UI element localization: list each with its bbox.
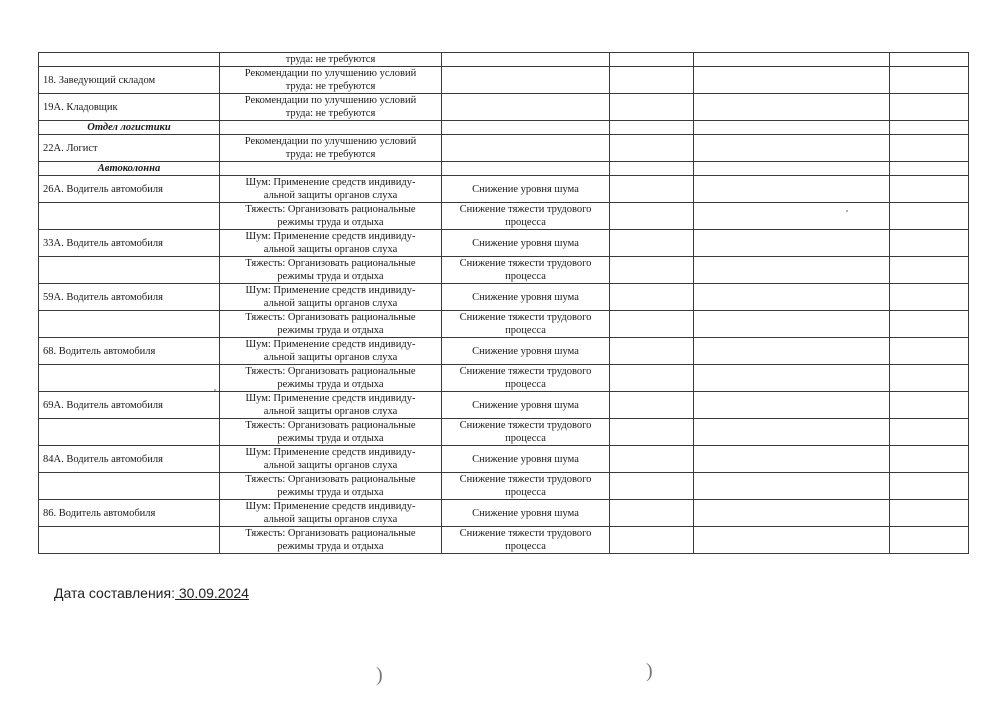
section-row (39, 162, 969, 176)
empty-cell (610, 162, 694, 176)
scan-speck (214, 389, 216, 391)
position-cell: 33А. Водитель автомобиля (39, 230, 220, 257)
empty-cell (890, 135, 969, 162)
empty-cell (694, 527, 890, 554)
measure-cell: Тяжесть: Организовать рациональные режимы труда и отдыха (220, 473, 442, 500)
measure-cell: Тяжесть: Организовать рациональные режимы труда и отдыха (220, 311, 442, 338)
table-body (39, 53, 969, 554)
goal-cell: Снижение уровня шума (442, 230, 610, 257)
goal-cell: Снижение уровня шума (442, 176, 610, 203)
goal-cell: Снижение уровня шума (442, 338, 610, 365)
measure-cell: Шум: Применение средств индивиду- альной защиты органов слуха (220, 176, 442, 203)
goal-cell: Снижение уровня шума (442, 500, 610, 527)
goal-cell: Снижение тяжести трудового процесса (442, 527, 610, 554)
measure-cell: Тяжесть: Организовать рациональные режимы труда и отдыха (220, 257, 442, 284)
empty-cell (220, 162, 442, 176)
scan-speck (846, 210, 848, 212)
measure-cell: Тяжесть: Организовать рациональные режимы труда и отдыха (220, 365, 442, 392)
empty-cell (442, 162, 610, 176)
empty-cell (890, 446, 969, 473)
measure-cell: Тяжесть: Организовать рациональные режимы труда и отдыха (220, 419, 442, 446)
empty-cell (890, 230, 969, 257)
position-cell: 22А. Логист (39, 135, 220, 162)
position-cell: 69А. Водитель автомобиля (39, 392, 220, 419)
empty-cell (610, 94, 694, 121)
empty-cell (610, 284, 694, 311)
empty-cell (890, 500, 969, 527)
table-row (39, 94, 969, 121)
empty-cell (890, 203, 969, 230)
empty-cell (890, 419, 969, 446)
empty-cell (890, 365, 969, 392)
table-row (39, 392, 969, 419)
empty-cell (694, 500, 890, 527)
empty-cell (610, 135, 694, 162)
empty-cell (610, 121, 694, 135)
empty-cell (694, 94, 890, 121)
empty-cell (694, 284, 890, 311)
measure-cell: Рекомендации по улучшению условий труда: не требуются (220, 67, 442, 94)
empty-cell (694, 419, 890, 446)
position-cell: 86. Водитель автомобиля (39, 500, 220, 527)
goal-cell: Снижение тяжести трудового процесса (442, 365, 610, 392)
position-cell (39, 419, 220, 446)
goal-cell (442, 135, 610, 162)
improvement-plan-table (38, 52, 969, 554)
empty-cell (610, 365, 694, 392)
table-row (39, 53, 969, 67)
goal-cell (442, 94, 610, 121)
table-row (39, 67, 969, 94)
compilation-date-value: 30.09.2024 (174, 585, 249, 601)
empty-cell (890, 257, 969, 284)
empty-cell (694, 473, 890, 500)
table-row (39, 473, 969, 500)
table-row (39, 527, 969, 554)
goal-cell: Снижение тяжести трудового процесса (442, 473, 610, 500)
empty-cell (694, 230, 890, 257)
empty-cell (694, 67, 890, 94)
empty-cell (610, 338, 694, 365)
goal-cell: Снижение тяжести трудового процесса (442, 311, 610, 338)
compilation-date (54, 585, 249, 601)
empty-cell (694, 392, 890, 419)
empty-cell (610, 203, 694, 230)
scan-mark: ) (376, 664, 383, 686)
position-cell (39, 203, 220, 230)
position-cell (39, 527, 220, 554)
empty-cell (890, 53, 969, 67)
empty-cell (694, 365, 890, 392)
empty-cell (610, 473, 694, 500)
document-sheet (38, 52, 968, 554)
section-title: Автоколонна (39, 162, 220, 176)
measure-cell: Шум: Применение средств индивиду- альной защиты органов слуха (220, 338, 442, 365)
empty-cell (610, 527, 694, 554)
empty-cell (890, 338, 969, 365)
position-cell: 59А. Водитель автомобиля (39, 284, 220, 311)
measure-cell: труда: не требуются (220, 53, 442, 67)
table-row (39, 311, 969, 338)
table-row (39, 500, 969, 527)
position-cell (39, 473, 220, 500)
table-row (39, 203, 969, 230)
position-cell: 68. Водитель автомобиля (39, 338, 220, 365)
empty-cell (694, 162, 890, 176)
empty-cell (694, 135, 890, 162)
measure-cell: Шум: Применение средств индивиду- альной защиты органов слуха (220, 284, 442, 311)
empty-cell (610, 257, 694, 284)
measure-cell: Шум: Применение средств индивиду- альной защиты органов слуха (220, 446, 442, 473)
position-cell (39, 311, 220, 338)
scan-mark: ) (646, 660, 653, 682)
position-cell (39, 365, 220, 392)
empty-cell (610, 53, 694, 67)
empty-cell (890, 284, 969, 311)
goal-cell: Снижение уровня шума (442, 446, 610, 473)
empty-cell (220, 121, 442, 135)
goal-cell: Снижение тяжести трудового процесса (442, 257, 610, 284)
measure-cell: Тяжесть: Организовать рациональные режимы труда и отдыха (220, 203, 442, 230)
empty-cell (694, 203, 890, 230)
table-row (39, 284, 969, 311)
measure-cell: Рекомендации по улучшению условий труда: не требуются (220, 135, 442, 162)
goal-cell: Снижение уровня шума (442, 284, 610, 311)
table-row (39, 135, 969, 162)
section-title: Отдел логистики (39, 121, 220, 135)
empty-cell (610, 230, 694, 257)
position-cell: 19А. Кладовщик (39, 94, 220, 121)
position-cell (39, 53, 220, 67)
position-cell: 18. Заведующий складом (39, 67, 220, 94)
empty-cell (610, 419, 694, 446)
empty-cell (610, 446, 694, 473)
table-row (39, 365, 969, 392)
table-row (39, 257, 969, 284)
empty-cell (694, 53, 890, 67)
position-cell: 26А. Водитель автомобиля (39, 176, 220, 203)
empty-cell (890, 67, 969, 94)
table-row (39, 176, 969, 203)
empty-cell (694, 311, 890, 338)
empty-cell (694, 446, 890, 473)
table-row (39, 230, 969, 257)
section-row (39, 121, 969, 135)
empty-cell (890, 311, 969, 338)
empty-cell (694, 257, 890, 284)
empty-cell (610, 311, 694, 338)
measure-cell: Рекомендации по улучшению условий труда: не требуются (220, 94, 442, 121)
empty-cell (890, 162, 969, 176)
goal-cell (442, 53, 610, 67)
compilation-date-label: Дата составления: (54, 585, 175, 601)
empty-cell (694, 176, 890, 203)
empty-cell (890, 176, 969, 203)
table-row (39, 419, 969, 446)
measure-cell: Тяжесть: Организовать рациональные режимы труда и отдыха (220, 527, 442, 554)
goal-cell (442, 67, 610, 94)
goal-cell: Снижение уровня шума (442, 392, 610, 419)
empty-cell (890, 392, 969, 419)
empty-cell (610, 500, 694, 527)
empty-cell (442, 121, 610, 135)
empty-cell (890, 527, 969, 554)
empty-cell (610, 176, 694, 203)
position-cell: 84А. Водитель автомобиля (39, 446, 220, 473)
empty-cell (890, 121, 969, 135)
position-cell (39, 257, 220, 284)
empty-cell (694, 121, 890, 135)
empty-cell (610, 67, 694, 94)
goal-cell: Снижение тяжести трудового процесса (442, 203, 610, 230)
measure-cell: Шум: Применение средств индивиду- альной защиты органов слуха (220, 500, 442, 527)
measure-cell: Шум: Применение средств индивиду- альной защиты органов слуха (220, 230, 442, 257)
empty-cell (890, 473, 969, 500)
measure-cell: Шум: Применение средств индивиду- альной защиты органов слуха (220, 392, 442, 419)
table-row (39, 446, 969, 473)
table-row (39, 338, 969, 365)
empty-cell (694, 338, 890, 365)
goal-cell: Снижение тяжести трудового процесса (442, 419, 610, 446)
empty-cell (890, 94, 969, 121)
empty-cell (610, 392, 694, 419)
